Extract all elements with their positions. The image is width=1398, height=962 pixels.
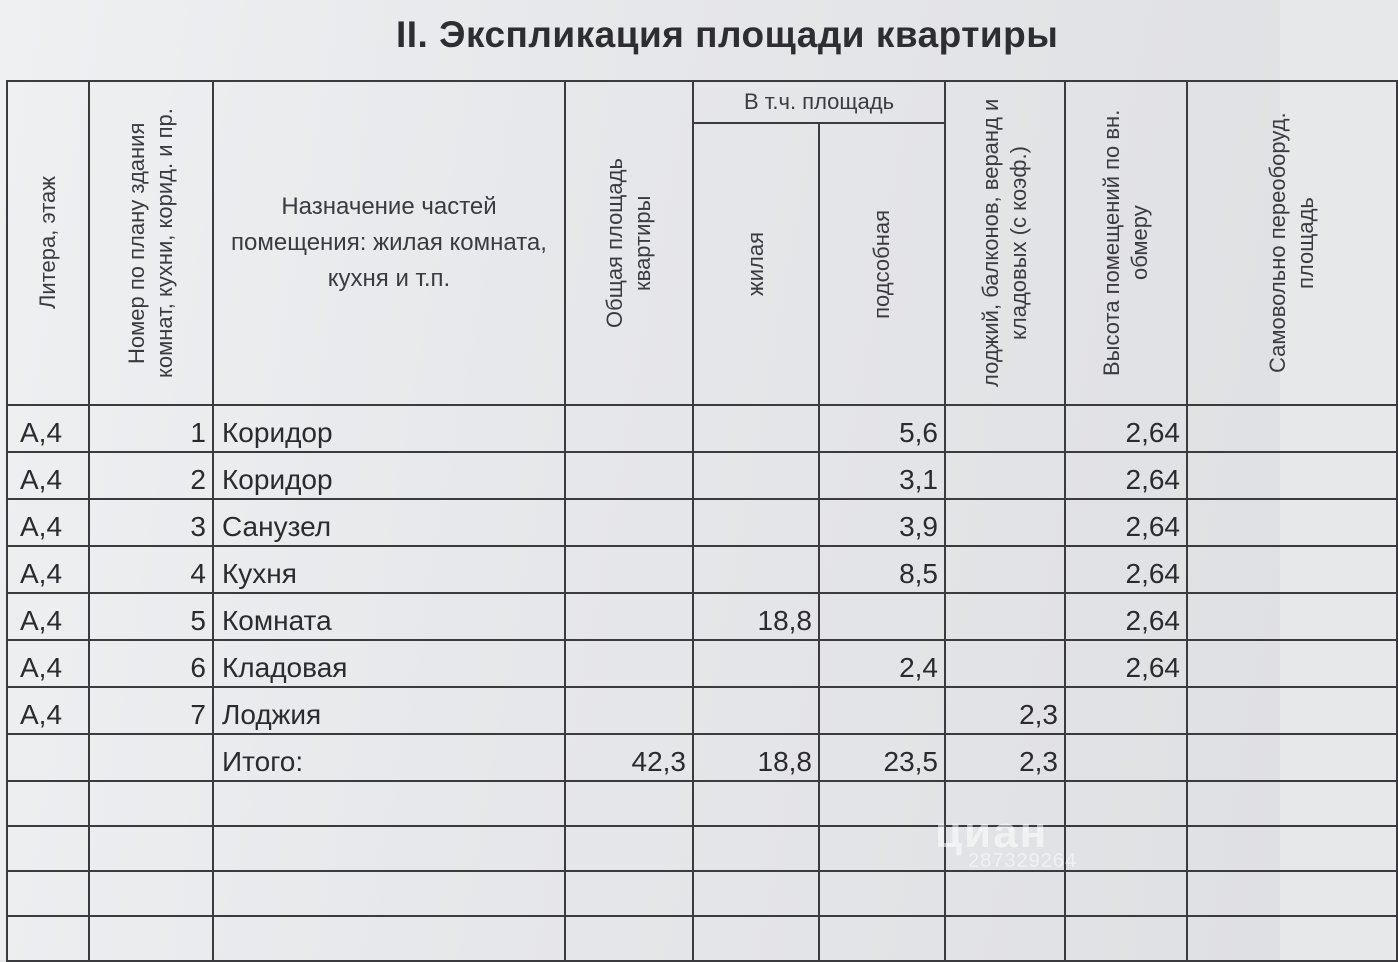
- totals-aux: 23,5: [819, 734, 945, 781]
- watermark-id: 287329264: [968, 850, 1078, 872]
- header-incl-area: В т.ч. площадь: [693, 81, 945, 123]
- table-row: А,4 2 Коридор 3,1 2,64: [7, 452, 1397, 499]
- totals-loggia: 2,3: [945, 734, 1065, 781]
- table-row: А,4 3 Санузел 3,9 2,64: [7, 499, 1397, 546]
- document-title: II. Экспликация площади квартиры: [396, 14, 1059, 55]
- blank-row: [7, 916, 1397, 961]
- blank-row: [7, 826, 1397, 871]
- header-living: жилая: [693, 123, 819, 405]
- header-purpose: Назначение частей помещения: жилая комната, кухня и т.п.: [213, 81, 565, 405]
- totals-row: [7, 734, 1397, 781]
- totals-label: Итого:: [213, 734, 565, 781]
- totals-total: 42,3: [565, 734, 693, 781]
- totals-living: 18,8: [693, 734, 819, 781]
- header-unauthorized: Самовольно переоборуд. площадь: [1187, 81, 1397, 405]
- header-loggia: лоджий, балконов, веранд и кладовых (с коэф.): [945, 81, 1065, 405]
- table-row: А,4 4 Кухня 8,5 2,64: [7, 546, 1397, 593]
- blank-row: [7, 871, 1397, 916]
- table-row: А,4 7 Лоджия 2,3: [7, 687, 1397, 734]
- header-row-top: [7, 81, 1397, 123]
- header-total-area: Общая площадь квартиры: [565, 81, 693, 405]
- header-auxiliary: подсобная: [819, 123, 945, 405]
- explication-table: [6, 80, 1398, 962]
- header-litera: Литера, этаж: [7, 81, 89, 405]
- table-row: А,4 6 Кладовая 2,4 2,64: [7, 640, 1397, 687]
- header-room-no: Номер по плану здания комнат, кухни, корид. и пр.: [89, 81, 213, 405]
- watermark-brand: циан: [935, 808, 1049, 857]
- blank-row: [7, 781, 1397, 826]
- header-height: Высота помещений по вн. обмеру: [1065, 81, 1187, 405]
- table-row: А,4 5 Комната 18,8 2,64: [7, 593, 1397, 640]
- table-row: А,4 1 Коридор 5,6 2,64: [7, 405, 1397, 452]
